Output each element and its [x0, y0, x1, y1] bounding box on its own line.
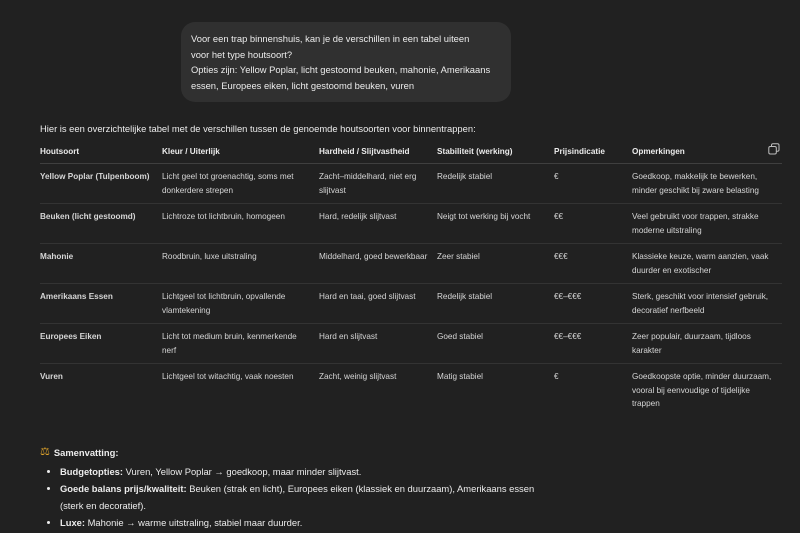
table-cell: Middelhard, goed bewerkbaar	[319, 244, 437, 284]
table-cell: €€–€€€	[554, 324, 632, 364]
table-cell: Beuken (licht gestoomd)	[40, 204, 162, 244]
table-cell: Zacht, weinig slijtvast	[319, 372, 397, 381]
column-header: Stabiliteit (werking)	[437, 142, 554, 164]
table-cell: Sterk, geschikt voor intensief gebruik, decoratief nerfbeeld	[632, 284, 782, 324]
table-cell: Yellow Poplar (Tulpenboom)	[40, 164, 162, 204]
table-cell: Europees Eiken	[40, 324, 162, 364]
table-cell: Lichtroze tot lichtbruin, homogeen	[162, 204, 319, 244]
user-message-line: voor het type houtsoort?	[191, 48, 293, 60]
table-cell: Redelijk stabiel	[437, 284, 554, 324]
summary-list	[40, 463, 540, 531]
user-message-bubble	[181, 22, 511, 102]
table-row	[40, 204, 782, 244]
table-cell: Neigt tot werking bij vocht	[437, 204, 554, 244]
table-row	[40, 284, 782, 324]
table-cell: Goedkoopste optie, minder duurzaam, vooral bij eenvoudige of tijdelijke trappen	[632, 372, 772, 408]
scales-icon: ⚖	[40, 446, 50, 458]
table-cell: Mahonie	[40, 244, 162, 284]
table-cell: Zeer populair, duurzaam, tijdloos karakter	[632, 324, 782, 364]
user-message-line: Voor een trap binnenshuis, kan je de verschillen in een tabel uiteen	[191, 33, 470, 44]
summary-heading	[40, 444, 540, 461]
table-cell: Matig stabiel	[437, 372, 483, 381]
list-item-text: Mahonie → warme uitstraling, stabiel maar duurder.	[85, 517, 303, 528]
table-cell: Zeer stabiel	[437, 244, 554, 284]
table-cell: Hard en slijtvast	[319, 324, 437, 364]
list-item-text: Beuken (strak en licht), Europees eiken (klassiek en duurzaam), Amerikaans essen (sterk en decoratief).	[60, 483, 535, 511]
list-item-label: Goede balans prijs/kwaliteit:	[60, 483, 187, 494]
table-cell: Zacht–middelhard, niet erg slijtvast	[319, 164, 437, 204]
table-cell: €€–€€€	[554, 284, 632, 324]
summary-section	[40, 444, 540, 531]
assistant-intro: Hier is een overzichtelijke tabel met de verschillen tussen de genoemde houtsoorten voor binnentrappen:	[40, 123, 476, 134]
table-cell: Licht geel tot groenachtig, soms met donkerdere strepen	[162, 164, 319, 204]
column-header: Prijsindicatie	[554, 142, 632, 164]
summary-title: Samenvatting:	[53, 447, 119, 458]
table-cell: Goed stabiel	[437, 324, 554, 364]
table-cell: Lichtgeel tot lichtbruin, opvallende vlamtekening	[162, 284, 319, 324]
list-item	[60, 480, 540, 514]
list-item-label: Luxe:	[60, 517, 86, 528]
table-cell: Hard, redelijk slijtvast	[319, 204, 437, 244]
user-message-line: essen, Europees eiken, licht gestoomd beuken, vuren	[191, 79, 415, 91]
table-cell: €€	[554, 204, 632, 244]
table-cell: €€€	[554, 244, 632, 284]
table-row	[40, 164, 782, 204]
column-header: Hardheid / Slijtvastheid	[319, 142, 437, 164]
table-cell: Goedkoop, makkelijk te bewerken, minder geschikt bij zware belasting	[632, 164, 782, 204]
table-cell: Klassieke keuze, warm aanzien, vaak duurder en exotischer	[632, 244, 782, 284]
table-row	[40, 244, 782, 284]
table-cell: Vuren	[40, 372, 63, 381]
table-cell: Hard en taai, goed slijtvast	[319, 284, 437, 324]
column-header: Kleur / Uiterlijk	[162, 142, 319, 164]
table-cell: Veel gebruikt voor trappen, strakke moderne uitstraling	[632, 204, 782, 244]
table-cell: Lichtgeel tot witachtig, vaak noesten	[162, 372, 294, 381]
table-row	[40, 324, 782, 364]
table-row	[40, 364, 782, 417]
table-cell: €	[554, 372, 559, 381]
column-header: Opmerkingen	[632, 142, 782, 164]
list-item	[60, 514, 540, 531]
user-message-line: Opties zijn: Yellow Poplar, licht gestoomd beuken, mahonie, Amerikaans	[191, 64, 491, 75]
table-header-row	[40, 142, 782, 164]
table-cell: €	[554, 164, 632, 204]
list-item-text: Vuren, Yellow Poplar → goedkoop, maar minder slijtvast.	[123, 466, 362, 477]
table-cell: Redelijk stabiel	[437, 164, 554, 204]
table-cell: Amerikaans Essen	[40, 284, 162, 324]
column-header: Houtsoort	[40, 142, 162, 164]
comparison-table	[40, 142, 782, 417]
list-item-label: Budgetopties:	[60, 466, 124, 477]
table-cell: Roodbruin, luxe uitstraling	[162, 244, 319, 284]
table-cell: Licht tot medium bruin, kenmerkende nerf	[162, 324, 319, 364]
list-item	[60, 463, 540, 480]
